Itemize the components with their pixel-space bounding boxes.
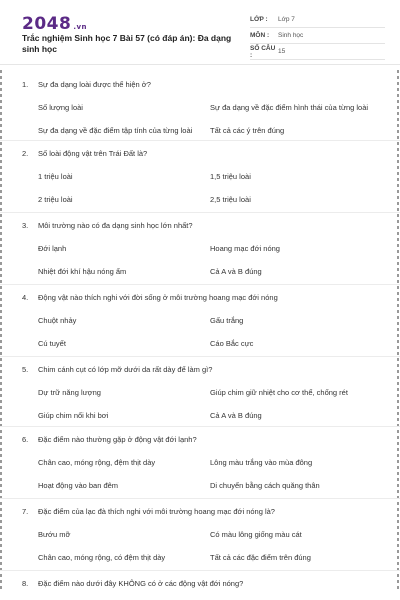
question-text bbox=[22, 80, 151, 89]
answer-option[interactable]: 2 triệu loài bbox=[38, 195, 73, 204]
answer-option[interactable]: Giúp chim giữ nhiệt cho cơ thể, chống rét bbox=[210, 388, 348, 397]
question-text bbox=[22, 221, 193, 230]
answer-option[interactable]: Cú tuyết bbox=[38, 339, 66, 348]
answer-option[interactable]: Chuột nhảy bbox=[38, 316, 77, 325]
question-number: 7. bbox=[22, 507, 29, 516]
answer-option[interactable]: Nhiệt đới khí hậu nóng ẩm bbox=[38, 267, 127, 276]
question-text bbox=[22, 435, 197, 444]
answer-option[interactable]: Hoang mạc đới nóng bbox=[210, 244, 280, 253]
answer-option[interactable]: Sự đa dạng về đặc điểm hình thái của từng loài bbox=[210, 103, 369, 112]
answer-option[interactable]: Cả A và B đúng bbox=[210, 267, 262, 276]
question-label: Đặc điểm nào dưới đây KHÔNG có ở các động vật đới nóng? bbox=[38, 579, 244, 588]
question-divider bbox=[0, 570, 400, 571]
answer-option[interactable]: Chân cao, móng rộng, có đệm thịt dày bbox=[38, 553, 166, 562]
answer-option[interactable]: Sự đa dạng về đặc điểm tập tính của từng loài bbox=[38, 126, 193, 135]
answer-option[interactable]: Cả A và B đúng bbox=[210, 411, 262, 420]
question-number: 1. bbox=[22, 80, 29, 89]
question-label: Chim cánh cụt có lớp mỡ dưới da rất dày để làm gì? bbox=[38, 365, 213, 374]
logo-suffix: .vn bbox=[73, 23, 88, 31]
logo-text: 2048 bbox=[22, 14, 72, 34]
right-dotted-border bbox=[397, 70, 399, 590]
meta-label: LỚP : bbox=[250, 16, 268, 23]
question-label: Môi trường nào có đa dạng sinh học lớn nhất? bbox=[38, 221, 193, 230]
meta-row-subject bbox=[250, 28, 385, 44]
question-divider bbox=[0, 284, 400, 285]
question-label: Số loài động vật trên Trái Đất là? bbox=[38, 149, 148, 158]
answer-option[interactable]: 2,5 triệu loài bbox=[210, 195, 251, 204]
answer-option[interactable]: Cáo Bắc cực bbox=[210, 339, 254, 348]
meta-value: Lớp 7 bbox=[278, 16, 295, 23]
question-label: Động vật nào thích nghi với đời sống ở môi trường hoang mạc đới nóng bbox=[38, 293, 278, 302]
page-title: Trắc nghiệm Sinh học 7 Bài 57 (có đáp án): Đa dạng sinh học bbox=[22, 33, 232, 54]
question-divider bbox=[0, 212, 400, 213]
meta-table bbox=[250, 12, 385, 60]
question-label: Sự đa dạng loài được thể hiện ở? bbox=[38, 80, 151, 89]
answer-option[interactable]: Có màu lông giống màu cát bbox=[210, 530, 302, 539]
question-divider bbox=[0, 356, 400, 357]
answer-option[interactable]: Tất cả các ý trên đúng bbox=[210, 126, 285, 135]
question-text bbox=[22, 579, 243, 588]
question-number: 5. bbox=[22, 365, 29, 374]
answer-option[interactable]: Gấu trắng bbox=[210, 316, 244, 325]
question-text bbox=[22, 293, 278, 302]
header bbox=[0, 0, 400, 65]
answer-option[interactable]: Chân cao, móng rộng, đệm thịt dày bbox=[38, 458, 156, 467]
answer-option[interactable]: Dự trữ năng lượng bbox=[38, 388, 101, 397]
question-number: 6. bbox=[22, 435, 29, 444]
meta-value: Sinh học bbox=[278, 32, 304, 39]
answer-option[interactable]: Lông màu trắng vào mùa đông bbox=[210, 458, 313, 467]
answer-option[interactable]: Hoạt động vào ban đêm bbox=[38, 481, 119, 490]
meta-label: SỐ CÂU : bbox=[250, 44, 276, 59]
answer-option[interactable]: Số lượng loài bbox=[38, 103, 83, 112]
meta-row-count bbox=[250, 44, 385, 60]
answer-option[interactable]: Bướu mỡ bbox=[38, 530, 71, 539]
question-text bbox=[22, 149, 147, 158]
meta-label: MÔN : bbox=[250, 32, 270, 39]
answer-option[interactable]: Tất cả các đặc điểm trên đúng bbox=[210, 553, 311, 562]
answer-option[interactable]: Di chuyển bằng cách quăng thân bbox=[210, 481, 320, 490]
site-logo[interactable] bbox=[22, 14, 87, 34]
question-divider bbox=[0, 498, 400, 499]
meta-row-class bbox=[250, 12, 385, 28]
question-divider bbox=[0, 140, 400, 141]
answer-option[interactable]: Đới lạnh bbox=[38, 244, 67, 253]
answer-option[interactable]: Giúp chim nổi khi bơi bbox=[38, 411, 109, 420]
left-dotted-border bbox=[0, 70, 2, 590]
question-number: 8. bbox=[22, 579, 29, 588]
question-text bbox=[22, 365, 212, 374]
meta-value: 15 bbox=[278, 48, 286, 55]
question-divider bbox=[0, 426, 400, 427]
answer-option[interactable]: 1,5 triệu loài bbox=[210, 172, 251, 181]
question-text bbox=[22, 507, 275, 516]
question-label: Đặc điểm nào thường gặp ở động vật đới lạnh? bbox=[38, 435, 197, 444]
answer-option[interactable]: 1 triệu loài bbox=[38, 172, 73, 181]
question-number: 4. bbox=[22, 293, 29, 302]
question-number: 2. bbox=[22, 149, 29, 158]
question-number: 3. bbox=[22, 221, 29, 230]
question-label: Đặc điểm của lạc đà thích nghi với môi trường hoang mạc đới nóng là? bbox=[38, 507, 275, 516]
